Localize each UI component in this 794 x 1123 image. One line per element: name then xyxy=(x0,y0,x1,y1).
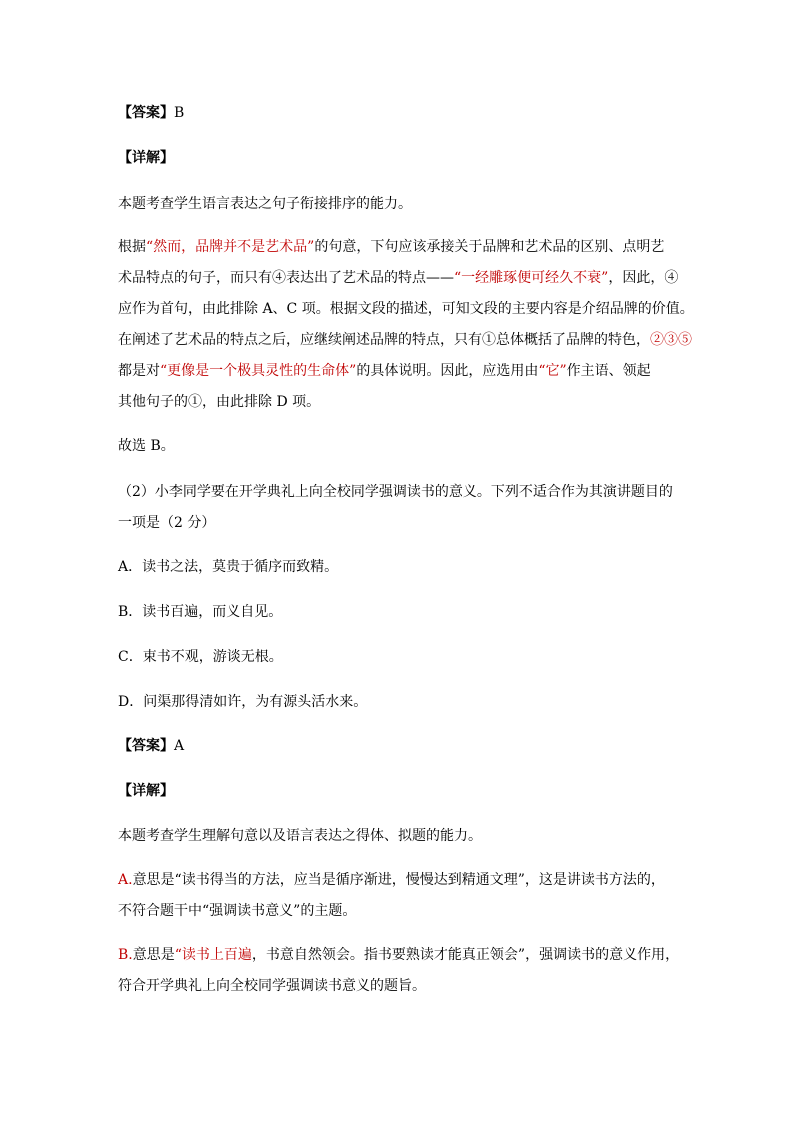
text-span: 不符合题干中“强调读书意义”的主题。 xyxy=(118,903,357,919)
text-span: 意思是“读书得当的方法，应当是循序渐进，慢慢达到精通文理”，这是讲读书方法的， xyxy=(132,872,665,888)
q2-answer xyxy=(118,736,184,756)
q2-analysis-b xyxy=(118,945,679,1007)
option-d: D．问渠那得清如许，为有源头活水来。 xyxy=(118,694,368,710)
text-span: 的句意，下句应该承接关于品牌和艺术品的区别、点明艺 xyxy=(314,239,665,255)
text-span: 应作为首句，由此排除 A、C 项。根据文段的描述，可知文段的主要内容是介绍品牌的价值。 xyxy=(118,301,694,317)
option-a: A．读书之法，莫贵于循序而致精。 xyxy=(118,559,339,575)
text-span: 作主语、领起 xyxy=(566,363,651,379)
q2-analysis-a-row-1 xyxy=(118,870,665,901)
option-c: C．束书不观，游谈无根。 xyxy=(118,649,283,665)
highlighted-numbers: ②③⑤ xyxy=(650,332,692,348)
text-span: 都是对 xyxy=(118,363,160,379)
answer-value: A xyxy=(174,738,185,754)
answer-label: 【答案】 xyxy=(118,738,174,754)
text-span: 符合开学典礼上向全校同学强调读书意义的题旨。 xyxy=(118,978,426,994)
q1-analysis-row-6 xyxy=(118,392,694,423)
q1-analysis-row-4 xyxy=(118,330,694,361)
q1-analysis-row-5 xyxy=(118,361,694,392)
q1-conclusion: 故选 B。 xyxy=(118,438,175,454)
q1-detail-label: 【详解】 xyxy=(118,150,174,166)
text-span: 其他句子的①，由此排除 D 项。 xyxy=(118,394,321,410)
text-span: ，因此，④ xyxy=(608,270,679,286)
text-span: 术品特点的句子，而只有④表达出了艺术品的特点—— xyxy=(118,270,454,286)
quoted-phrase: “更像是一个极具灵性的生命体” xyxy=(160,363,357,379)
q2-analysis-b-row-1 xyxy=(118,945,679,976)
q2-stem-line-1: （2）小李同学要在开学典礼上向全校同学强调读书的意义。下列不适合作为其演讲题目的 xyxy=(118,484,673,500)
q2-stem-line-2: 一项是（2 分） xyxy=(118,515,216,531)
quoted-phrase: “读书上百遍 xyxy=(174,947,252,963)
text-span: 的具体说明。因此，应选用由 xyxy=(356,363,539,379)
q1-analysis-paragraph xyxy=(118,237,694,423)
q1-intro: 本题考查学生语言表达之句子衔接排序的能力。 xyxy=(118,196,412,212)
answer-value: B xyxy=(174,105,185,121)
option-b: B．读书百遍，而义自见。 xyxy=(118,604,283,620)
q1-analysis-row-1 xyxy=(118,237,694,268)
option-marker: A. xyxy=(118,872,133,888)
text-span: ，书意自然领会。指书要熟读才能真正领会”，强调读书的意义作用， xyxy=(251,947,680,963)
text-span: 根据 xyxy=(118,239,146,255)
text-span: 在阐述了艺术品的特点之后，应继续阐述品牌的特点，只有①总体概括了品牌的特色， xyxy=(118,332,650,348)
option-marker: B. xyxy=(118,947,133,963)
quoted-phrase: “然而，品牌并不是艺术品” xyxy=(146,239,315,255)
q2-analysis-b-row-2 xyxy=(118,976,679,1007)
q2-detail-label: 【详解】 xyxy=(118,783,174,799)
q2-analysis-a-row-2 xyxy=(118,901,665,932)
quoted-phrase: “一经雕琢便可经久不衰” xyxy=(454,270,609,286)
q1-answer xyxy=(118,103,184,123)
quoted-phrase: “它” xyxy=(538,363,567,379)
q2-analysis-a xyxy=(118,870,665,932)
q2-intro: 本题考查学生理解句意以及语言表达之得体、拟题的能力。 xyxy=(118,828,482,844)
text-span: 意思是 xyxy=(132,947,175,963)
q1-analysis-row-2 xyxy=(118,268,694,299)
q1-analysis-row-3 xyxy=(118,299,694,330)
answer-label: 【答案】 xyxy=(118,105,174,121)
